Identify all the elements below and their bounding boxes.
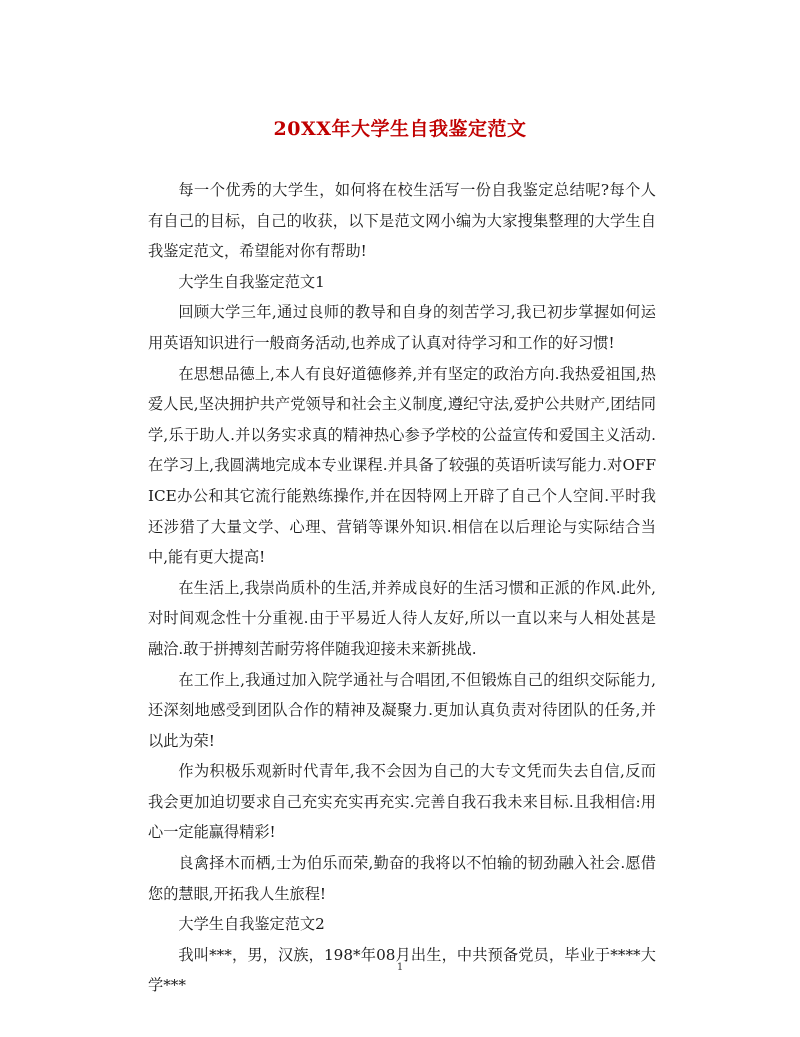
paragraph-intro-2: 我叫***，男，汉族，198*年08月出生，中共预备党员，毕业于****大学*** (148, 945, 656, 995)
paragraph-review: 回顾大学三年,通过良师的教导和自身的刻苦学习,我已初步掌握如何运用英语知识进行一般商务活动,也养成了认真对待学习和工作的好习惯! (148, 303, 656, 352)
paragraph-morality: 在思想品德上,本人有良好道德修养,并有坚定的政治方向.我热爱祖国,热爱人民,坚决拥护共产党领导和社会主义制度,遵纪守法,爱护公共财产,团结同学,乐于助人.并以务实求真的精神热心参予学校的公益宣传和爱国主义活动. 在学习上,我圆满地完成本专业课程.并具备了较强的英语听读写能力.对OFFICE办公和其它流行能熟练操作,并在因特网上开辟了自己个人空间.平时我还涉猎了大量文学、心理、营销等课外知识.相信在以后理论与实际结合当中,能有更大提高! (148, 364, 656, 567)
paragraph-youth: 作为积极乐观新时代青年,我不会因为自己的大专文凭而失去自信,反而我会更加迫切要求自己充实充实再充实.完善自我石我未来目标.且我相信:用心一定能赢得精彩! (148, 762, 656, 842)
page-number: 1 (396, 962, 404, 973)
section-heading-1: 大学生自我鉴定范文1 (178, 272, 325, 291)
document-title: 20XX年大学生自我鉴定范文 (273, 118, 527, 140)
document-body (148, 175, 656, 1001)
paragraph-life: 在生活上,我崇尚质朴的生活,并养成良好的生活习惯和正派的作风.此外,对时间观念性十分重视.由于平易近人待人友好,所以一直以来与人相处甚是融洽.敢于拼搏刻苦耐劳将伴随我迎接未来新挑战. (148, 578, 656, 658)
paragraph-closing: 良禽择木而栖,士为伯乐而荣,勤奋的我将以不怕输的韧劲融入社会.愿借您的慧眼,开拓我人生旅程! (148, 854, 656, 903)
paragraph-work: 在工作上,我通过加入院学通社与合唱团,不但锻炼自己的组织交际能力,还深刻地感受到团队合作的精神及凝聚力.更加认真负责对待团队的任务,并以此为荣! (148, 670, 656, 750)
intro-paragraph: 每一个优秀的大学生，如何将在校生活写一份自我鉴定总结呢?每个人有自己的目标，自己的收获，以下是范文网小编为大家搜集整理的大学生自我鉴定范文，希望能对你有帮助! (148, 181, 656, 261)
section-heading-2: 大学生自我鉴定范文2 (178, 915, 325, 934)
